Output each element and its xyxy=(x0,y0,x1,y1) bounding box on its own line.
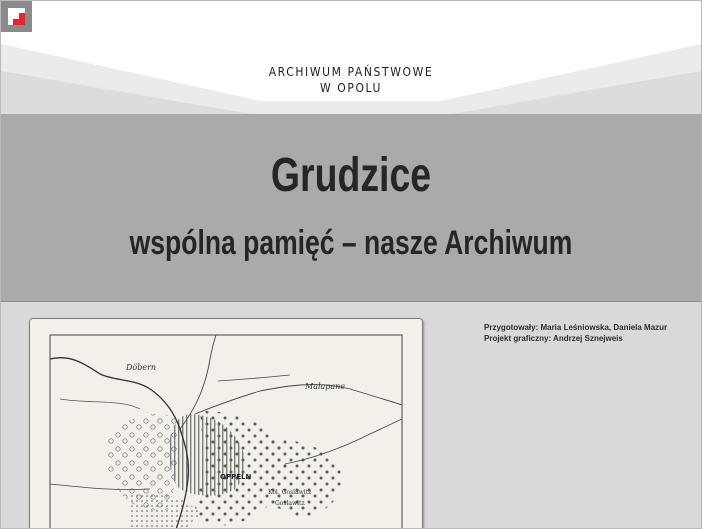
svg-text:Goslawitz: Goslawitz xyxy=(275,500,305,507)
header xyxy=(1,1,701,114)
header-background xyxy=(1,1,701,114)
page-subtitle: wspólna pamięć – nasze Archiwum xyxy=(129,224,573,262)
map-drawing xyxy=(30,319,422,529)
svg-text:Malapane: Malapane xyxy=(305,382,346,391)
svg-text:Kol. Goslawitz: Kol. Goslawitz xyxy=(268,489,312,496)
page-title: Grudzice xyxy=(270,149,432,202)
title-band xyxy=(1,114,701,302)
svg-text:Döbern: Döbern xyxy=(126,363,157,372)
institution-name-line1: ARCHIWUM PAŃSTWOWE xyxy=(268,65,434,79)
historic-map-image xyxy=(29,318,423,529)
svg-text:OPPELN: OPPELN xyxy=(220,473,252,481)
archive-logo-icon xyxy=(1,1,32,32)
credits-prepared: Przygotowały: Maria Leśniowska, Daniela Mazur xyxy=(484,323,668,332)
institution-name-line2: W OPOLU xyxy=(319,81,383,95)
credits-design: Projekt graficzny: Andrzej Sznejweis xyxy=(484,334,623,343)
